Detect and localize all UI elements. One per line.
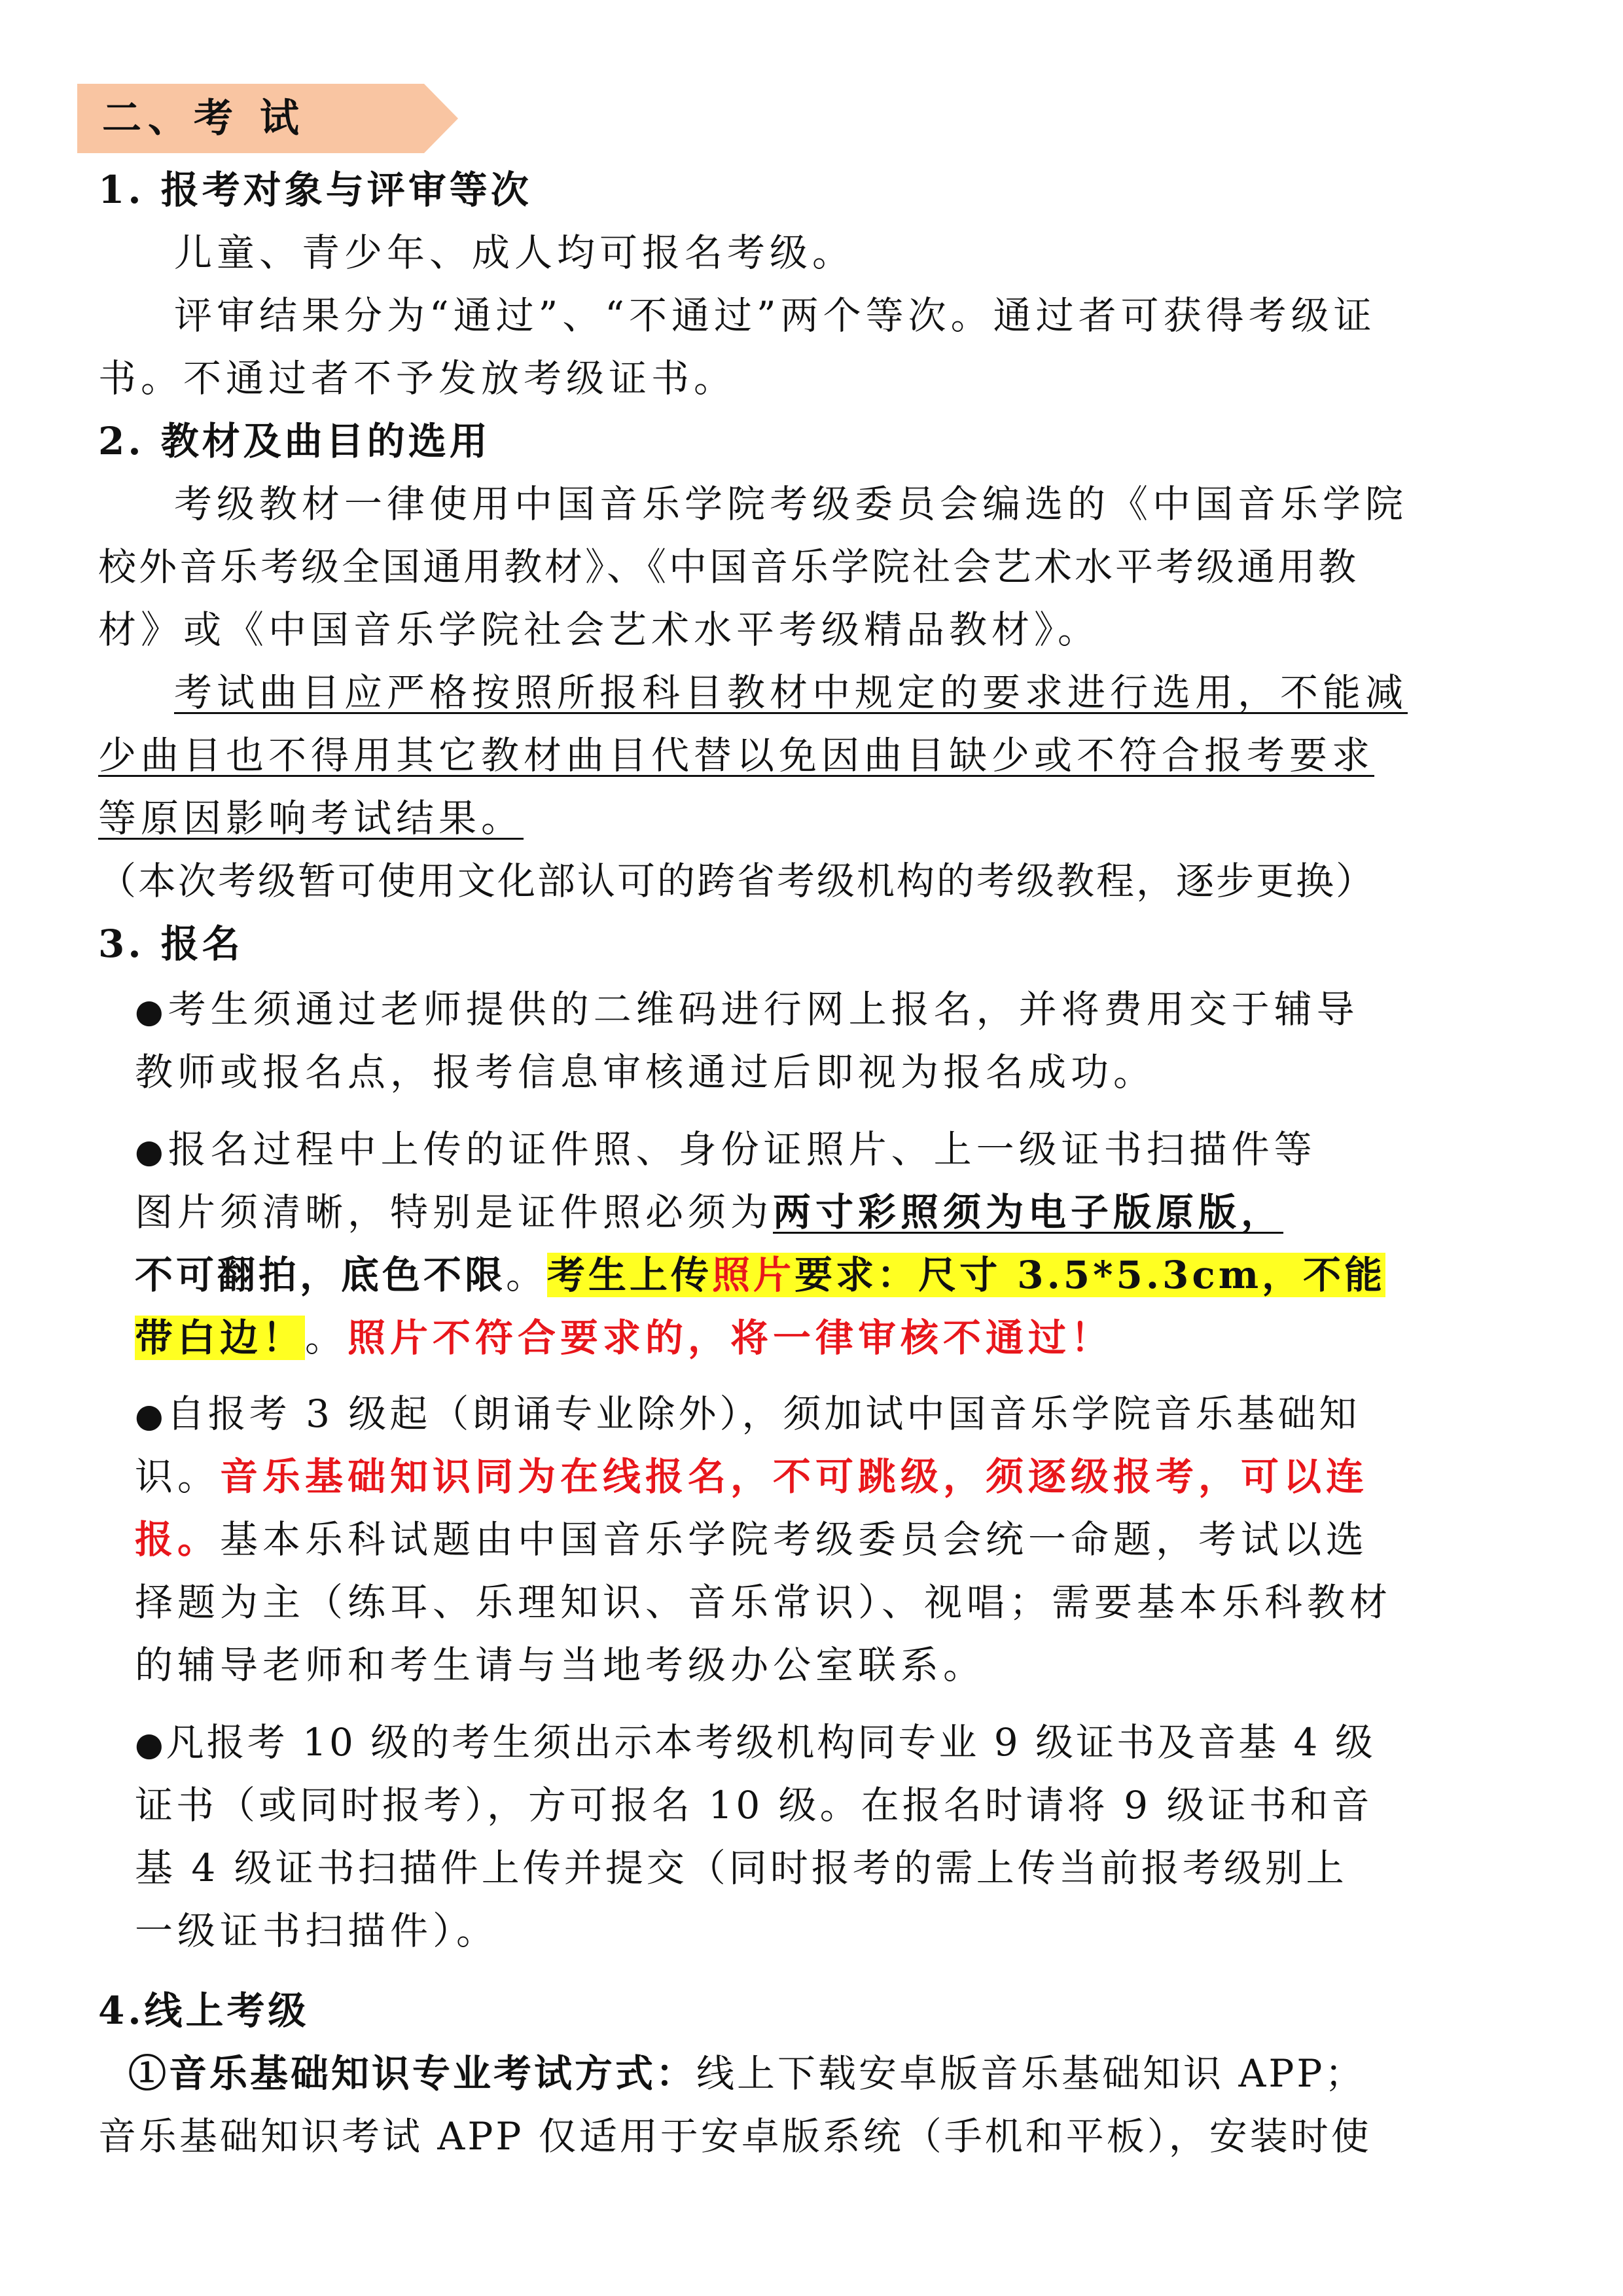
bullet-icon: ● bbox=[135, 992, 168, 1030]
s3-bullet-3-line-5: 的辅导老师和考生请与当地考级办公室联系。 bbox=[135, 1643, 986, 1687]
s3-bullet-2-line-2 bbox=[135, 1185, 1283, 1240]
bullet-4-text: 凡报考 10 级的考生须出示本考级机构同专业 9 级证书及音基 4 级 bbox=[166, 1720, 1376, 1765]
s2-heading: 2. 教材及曲目的选用 bbox=[98, 419, 491, 463]
size-requirement: 要求：尺寸 3.5*5.3cm，不能 bbox=[794, 1253, 1386, 1297]
s3-bullet-2-line-1 bbox=[135, 1122, 1317, 1179]
photo-requirement-emphasis: 两寸彩照须为电子版原版， bbox=[773, 1190, 1284, 1234]
bullet-2-line-2-text: 图片须清晰，特别是证件照必须为 bbox=[135, 1190, 774, 1234]
bullet-icon: ● bbox=[135, 1132, 168, 1170]
s3-bullet-3-line-1 bbox=[135, 1386, 1360, 1443]
s3-bullet-2-line-3 bbox=[135, 1247, 1385, 1302]
bullet-3-text: 自报考 3 级起（朗诵专业除外），须加试中国音乐学院音乐基础知 bbox=[166, 1391, 1361, 1436]
upload-requirement-highlight bbox=[547, 1253, 1385, 1297]
s3-bullet-3-line-3 bbox=[135, 1512, 1368, 1567]
rejection-warning: 照片不符合要求的，将一律审核不通过！ bbox=[348, 1316, 1114, 1360]
s3-bullet-1-line-1 bbox=[135, 982, 1359, 1039]
s2-paragraph-2-line-2: 少曲目也不得用其它教材曲目代替以免因曲目缺少或不符合报考要求 bbox=[98, 733, 1375, 778]
s2-paragraph-1-line-3: 材》或《中国音乐学院社会艺术水平考级精品教材》。 bbox=[98, 607, 1101, 652]
text: 识。 bbox=[135, 1454, 221, 1499]
bullet-icon: ● bbox=[135, 1397, 167, 1435]
no-retake-emphasis: 不可翻拍，底色不限 bbox=[135, 1253, 507, 1297]
punct: 。 bbox=[506, 1253, 548, 1297]
s2-paragraph-2-line-3: 等原因影响考试结果。 bbox=[98, 796, 524, 840]
s2-paragraph-1-line-2: 校外音乐考级全国通用教材》、《中国音乐学院社会艺术水平考级通用教 bbox=[98, 545, 1359, 589]
warning-end: 报。 bbox=[135, 1517, 221, 1562]
section-title: 二、考 试 bbox=[102, 96, 306, 141]
s2-paragraph-2-line-1: 考试曲目应严格按照所报科目教材中规定的要求进行选用，不能减 bbox=[174, 670, 1408, 715]
s4-heading: 4.线上考级 bbox=[98, 1988, 310, 2033]
s3-bullet-4-line-1 bbox=[135, 1715, 1376, 1772]
bullet-2-text: 报名过程中上传的证件照、身份证照片、上一级证书扫描件等 bbox=[168, 1127, 1317, 1172]
s1-heading: 1. 报考对象与评审等次 bbox=[98, 168, 532, 212]
s3-bullet-2-line-4 bbox=[135, 1310, 1113, 1365]
s1-paragraph-2-line-1: 评审结果分为“通过”、“不通过”两个等次。通过者可获得考级证 bbox=[174, 293, 1376, 338]
s3-bullet-3-line-4: 择题为主（练耳、乐理知识、音乐常识）、视唱；需要基本乐科教材 bbox=[135, 1580, 1393, 1624]
photo-word: 照片 bbox=[712, 1253, 795, 1297]
s3-bullet-4-line-2: 证书（或同时报考），方可报名 10 级。在报名时请将 9 级证书和音 bbox=[135, 1783, 1373, 1827]
text: 线上下载安卓版音乐基础知识 APP； bbox=[696, 2051, 1366, 2096]
bullet-icon: ● bbox=[135, 1725, 166, 1763]
s1-paragraph-1: 儿童、青少年、成人均可报名考级。 bbox=[174, 230, 855, 275]
exam-method-label: ①音乐基础知识专业考试方式： bbox=[128, 2051, 697, 2096]
s4-paragraph-1-line-2: 音乐基础知识考试 APP 仅适用于安卓版系统（手机和平板），安装时使 bbox=[98, 2114, 1372, 2159]
section-tag bbox=[77, 84, 458, 153]
s4-paragraph-1-line-1 bbox=[128, 2046, 1365, 2101]
punct: 。 bbox=[305, 1316, 348, 1360]
s3-bullet-1-line-2: 教师或报名点，报考信息审核通过后即视为报名成功。 bbox=[135, 1050, 1156, 1094]
text: 基本乐科试题由中国音乐学院考级委员会统一命题，考试以选 bbox=[220, 1517, 1369, 1562]
s2-paragraph-1-line-1: 考级教材一律使用中国音乐学院考级委员会编选的《中国音乐学院 bbox=[174, 482, 1408, 526]
s3-bullet-4-line-3: 基 4 级证书扫描件上传并提交（同时报考的需上传当前报考级别上 bbox=[135, 1846, 1347, 1890]
s1-paragraph-2-line-2: 书。不通过者不予发放考级证书。 bbox=[98, 356, 737, 401]
upload-label: 考生上传 bbox=[547, 1253, 713, 1297]
no-white-border-highlight: 带白边！ bbox=[135, 1316, 306, 1360]
s3-heading: 3. 报名 bbox=[98, 922, 243, 966]
s2-note: （本次考级暂可使用文化部认可的跨省考级机构的考级教程，逐步更换） bbox=[98, 859, 1376, 903]
s3-bullet-4-line-4: 一级证书扫描件）。 bbox=[135, 1909, 499, 1953]
bullet-1-text: 考生须通过老师提供的二维码进行网上报名，并将费用交于辅导 bbox=[168, 987, 1359, 1031]
online-registration-warning: 音乐基础知识同为在线报名，不可跳级，须逐级报考，可以连 bbox=[220, 1454, 1369, 1499]
s3-bullet-3-line-2 bbox=[135, 1449, 1368, 1504]
